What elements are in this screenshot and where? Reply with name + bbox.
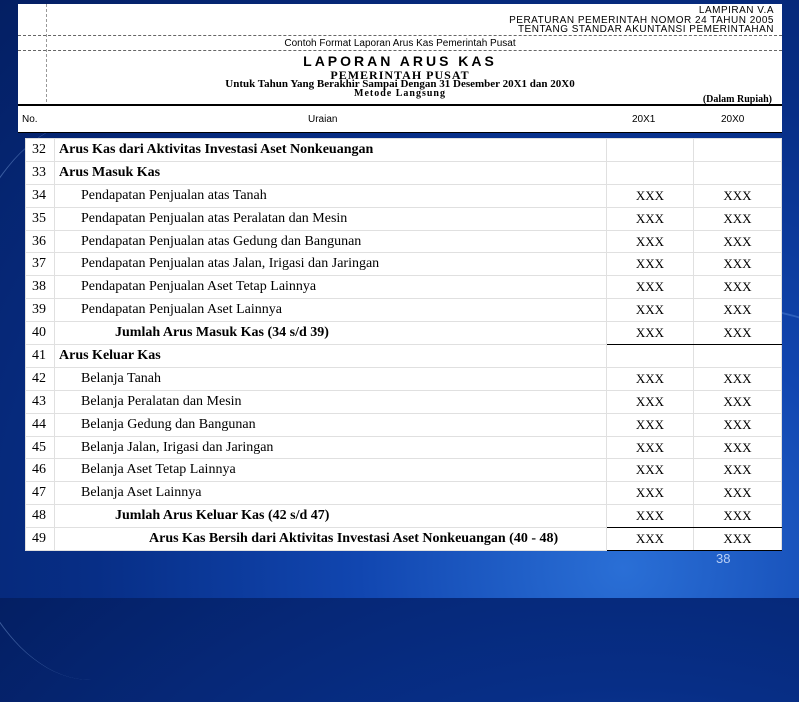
row-number: 37 bbox=[26, 253, 55, 276]
table-row bbox=[26, 161, 782, 184]
row-number: 46 bbox=[26, 459, 55, 482]
value-20x0: XXX bbox=[694, 276, 782, 299]
row-description: Belanja Peralatan dan Mesin bbox=[55, 390, 607, 413]
report-method: Metode Langsung bbox=[354, 88, 446, 99]
table-row bbox=[26, 436, 782, 459]
value-20x1 bbox=[607, 161, 694, 184]
table-row bbox=[26, 230, 782, 253]
value-20x1: XXX bbox=[607, 436, 694, 459]
value-20x1: XXX bbox=[607, 322, 694, 345]
row-description: Arus Masuk Kas bbox=[55, 161, 607, 184]
value-20x1: XXX bbox=[607, 528, 694, 551]
row-description: Belanja Gedung dan Bangunan bbox=[55, 413, 607, 436]
table-row bbox=[26, 367, 782, 390]
entity-name: PEMERINTAH PUSAT bbox=[330, 68, 470, 82]
value-20x0: XXX bbox=[694, 184, 782, 207]
value-20x1: XXX bbox=[607, 413, 694, 436]
peraturan-label: PERATURAN PEMERINTAH NOMOR 24 TAHUN 2005 bbox=[509, 15, 774, 26]
row-number: 38 bbox=[26, 276, 55, 299]
row-number: 39 bbox=[26, 299, 55, 322]
column-header-uraian: Uraian bbox=[308, 114, 338, 125]
divider bbox=[18, 50, 782, 51]
row-number: 33 bbox=[26, 161, 55, 184]
row-number: 43 bbox=[26, 390, 55, 413]
row-description: Belanja Aset Tetap Lainnya bbox=[55, 459, 607, 482]
value-20x1: XXX bbox=[607, 184, 694, 207]
value-20x0: XXX bbox=[694, 413, 782, 436]
value-20x1: XXX bbox=[607, 505, 694, 528]
row-description: Belanja Tanah bbox=[55, 367, 607, 390]
value-20x1 bbox=[607, 139, 694, 162]
divider bbox=[18, 35, 782, 36]
row-description: Pendapatan Penjualan Aset Lainnya bbox=[55, 299, 607, 322]
format-caption: Contoh Format Laporan Arus Kas Pemerintah Pusat bbox=[284, 38, 516, 49]
value-20x0: XXX bbox=[694, 230, 782, 253]
table-row bbox=[26, 184, 782, 207]
table-row bbox=[26, 322, 782, 345]
value-20x0: XXX bbox=[694, 322, 782, 345]
column-header-no: No. bbox=[22, 114, 38, 125]
report-title: LAPORAN ARUS KAS bbox=[303, 53, 497, 69]
table-body bbox=[26, 139, 782, 551]
value-20x0: XXX bbox=[694, 207, 782, 230]
value-20x0: XXX bbox=[694, 528, 782, 551]
value-20x1: XXX bbox=[607, 482, 694, 505]
value-20x0: XXX bbox=[694, 505, 782, 528]
unit-label: (Dalam Rupiah) bbox=[702, 94, 772, 105]
value-20x1: XXX bbox=[607, 230, 694, 253]
lampiran-label: LAMPIRAN V.A bbox=[698, 5, 774, 16]
report-period: Untuk Tahun Yang Berakhir Sampai Dengan 31 Desember 20X1 dan 20X0 bbox=[225, 78, 575, 90]
table-row bbox=[26, 345, 782, 368]
row-description: Pendapatan Penjualan atas Tanah bbox=[55, 184, 607, 207]
row-description: Arus Keluar Kas bbox=[55, 345, 607, 368]
table-row bbox=[26, 390, 782, 413]
table-row bbox=[26, 528, 782, 551]
row-number: 35 bbox=[26, 207, 55, 230]
row-description: Pendapatan Penjualan Aset Tetap Lainnya bbox=[55, 276, 607, 299]
value-20x0: XXX bbox=[694, 390, 782, 413]
value-20x0: XXX bbox=[694, 459, 782, 482]
row-number: 34 bbox=[26, 184, 55, 207]
report-header bbox=[18, 4, 782, 132]
row-description: Pendapatan Penjualan atas Peralatan dan Mesin bbox=[55, 207, 607, 230]
row-number: 41 bbox=[26, 345, 55, 368]
row-description: Jumlah Arus Masuk Kas (34 s/d 39) bbox=[55, 322, 607, 345]
row-number: 42 bbox=[26, 367, 55, 390]
column-headers bbox=[18, 104, 782, 133]
page-number: 38 bbox=[716, 551, 731, 566]
table-row bbox=[26, 482, 782, 505]
row-number: 49 bbox=[26, 528, 55, 551]
row-number: 47 bbox=[26, 482, 55, 505]
row-number: 45 bbox=[26, 436, 55, 459]
table-row bbox=[26, 459, 782, 482]
row-number: 48 bbox=[26, 505, 55, 528]
row-number: 36 bbox=[26, 230, 55, 253]
cash-flow-table bbox=[25, 138, 782, 551]
table-row bbox=[26, 505, 782, 528]
row-description: Arus Kas dari Aktivitas Investasi Aset Nonkeuangan bbox=[55, 139, 607, 162]
value-20x1 bbox=[607, 345, 694, 368]
value-20x1: XXX bbox=[607, 459, 694, 482]
row-number: 40 bbox=[26, 322, 55, 345]
table-row bbox=[26, 299, 782, 322]
value-20x0 bbox=[694, 161, 782, 184]
value-20x1: XXX bbox=[607, 390, 694, 413]
row-description: Belanja Jalan, Irigasi dan Jaringan bbox=[55, 436, 607, 459]
row-description: Belanja Aset Lainnya bbox=[55, 482, 607, 505]
value-20x1: XXX bbox=[607, 367, 694, 390]
row-description: Jumlah Arus Keluar Kas (42 s/d 47) bbox=[55, 505, 607, 528]
row-description: Pendapatan Penjualan atas Gedung dan Bangunan bbox=[55, 230, 607, 253]
table-row bbox=[26, 139, 782, 162]
value-20x1: XXX bbox=[607, 299, 694, 322]
value-20x0 bbox=[694, 345, 782, 368]
table-row bbox=[26, 207, 782, 230]
value-20x0: XXX bbox=[694, 299, 782, 322]
value-20x0: XXX bbox=[694, 482, 782, 505]
value-20x1: XXX bbox=[607, 276, 694, 299]
column-header-20x0: 20X0 bbox=[721, 114, 745, 125]
value-20x0: XXX bbox=[694, 253, 782, 276]
row-description: Pendapatan Penjualan atas Jalan, Irigasi dan Jaringan bbox=[55, 253, 607, 276]
value-20x1: XXX bbox=[607, 253, 694, 276]
tentang-label: TENTANG STANDAR AKUNTANSI PEMERINTAHAN bbox=[517, 24, 774, 35]
value-20x0 bbox=[694, 139, 782, 162]
value-20x1: XXX bbox=[607, 207, 694, 230]
row-description: Arus Kas Bersih dari Aktivitas Investasi Aset Nonkeuangan (40 - 48) bbox=[55, 528, 607, 551]
table-row bbox=[26, 276, 782, 299]
table-row bbox=[26, 253, 782, 276]
column-header-20x1: 20X1 bbox=[632, 114, 656, 125]
row-number: 32 bbox=[26, 139, 55, 162]
table-row bbox=[26, 413, 782, 436]
value-20x0: XXX bbox=[694, 436, 782, 459]
value-20x0: XXX bbox=[694, 367, 782, 390]
row-number: 44 bbox=[26, 413, 55, 436]
